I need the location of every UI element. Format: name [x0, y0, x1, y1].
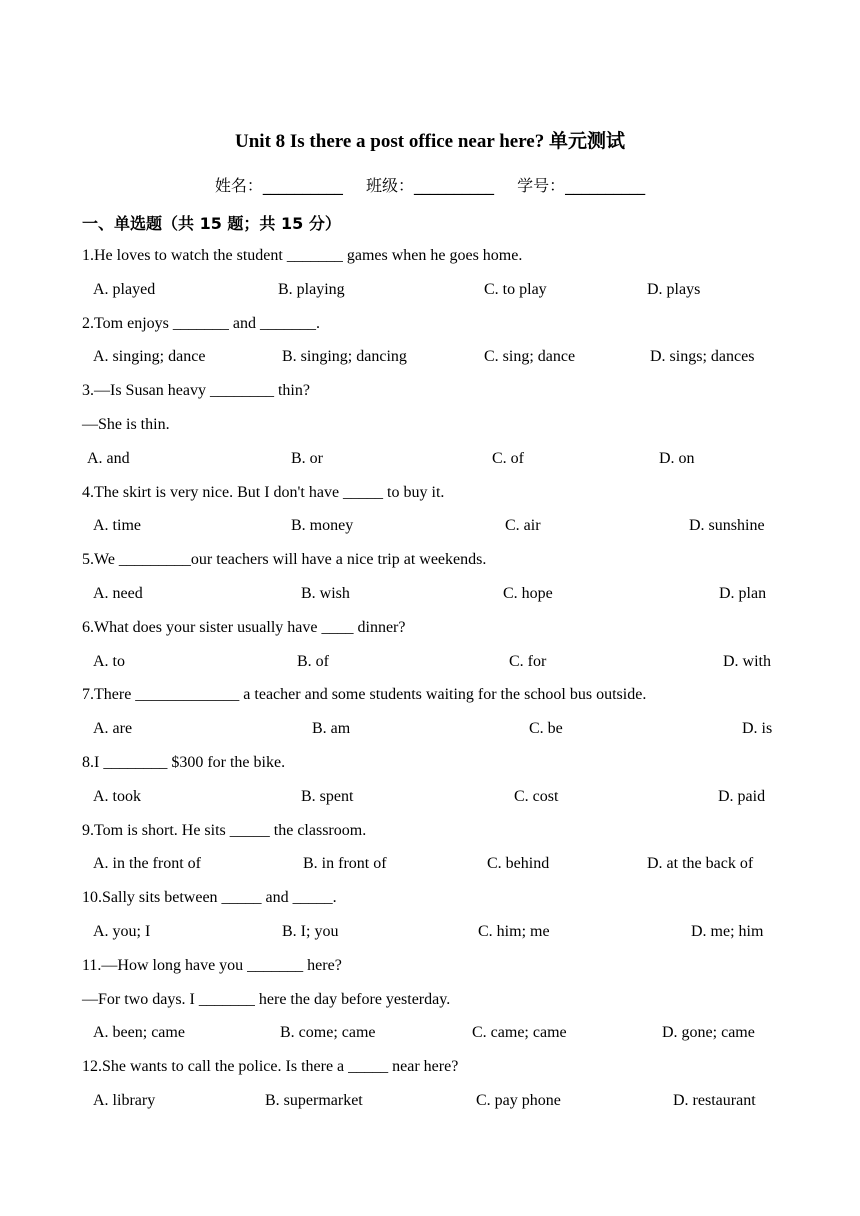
answer-option-c: C. sing; dance: [484, 348, 576, 366]
page-title: Unit 8 Is there a post office near here? 单元测试: [235, 131, 625, 152]
answer-option-d: D. sunshine: [689, 517, 765, 535]
answer-option-d: D. sings; dances: [650, 348, 755, 366]
answer-option-c: C. behind: [487, 855, 550, 873]
question-stem: 8.I ________ $300 for the bike.: [82, 754, 286, 771]
answer-option-d: D. paid: [718, 787, 766, 805]
answer-option-d: D. with: [723, 652, 771, 670]
answer-option-b: B. come; came: [280, 1024, 376, 1042]
answer-option-b: B. am: [312, 720, 351, 738]
answer-option-b: B. spent: [301, 787, 354, 805]
answer-option-c: C. pay phone: [476, 1092, 561, 1109]
class-field-label: 班级：__________: [365, 176, 494, 195]
answer-option-c: C. for: [509, 652, 547, 670]
answer-option-b: B. money: [291, 517, 354, 535]
answer-option-d: D. at the back of: [647, 855, 754, 873]
question-stem: 6.What does your sister usually have ____ dinner?: [82, 618, 406, 636]
answer-option-d: D. plan: [719, 585, 767, 602]
answer-option-b: B. supermarket: [265, 1092, 363, 1109]
question-stem: 12.She wants to call the police. Is there a _____ near here?: [82, 1058, 459, 1076]
question-dialogue-line: —For two days. I _______ here the day before yesterday.: [82, 990, 451, 1008]
answer-option-c: C. to play: [484, 280, 547, 298]
student-id-field-label: 学号：__________: [517, 176, 646, 195]
answer-option-d: D. me; him: [691, 923, 764, 940]
answer-option-c: C. air: [505, 517, 541, 535]
answer-option-a: A. time: [93, 517, 141, 535]
question-stem: 11.—How long have you _______ here?: [82, 956, 342, 974]
question-stem: 5.We _________our teachers will have a nice trip at weekends.: [82, 551, 487, 569]
question-stem: 9.Tom is short. He sits _____ the classroom.: [82, 821, 367, 839]
answer-option-c: C. hope: [503, 585, 553, 602]
answer-option-a: A. singing; dance: [93, 348, 206, 366]
question-dialogue-line: —She is thin.: [82, 416, 170, 433]
answer-option-d: D. on: [659, 449, 695, 467]
section-heading: 一、单选题（共 15 题；共 15 分）: [82, 214, 341, 233]
answer-option-a: A. been; came: [93, 1024, 185, 1042]
answer-option-a: A. and: [87, 449, 130, 467]
question-stem: 2.Tom enjoys _______ and _______.: [82, 314, 320, 332]
answer-option-c: C. cost: [514, 787, 559, 805]
answer-option-a: A. took: [93, 787, 141, 805]
answer-option-d: D. restaurant: [673, 1092, 756, 1109]
answer-option-c: C. came; came: [472, 1024, 567, 1042]
answer-option-a: A. played: [93, 280, 156, 298]
answer-option-a: A. are: [93, 720, 133, 738]
answer-option-a: A. need: [93, 585, 143, 602]
student-info-row: [0, 173, 860, 196]
answer-option-d: D. plays: [647, 280, 701, 298]
answer-option-b: B. wish: [301, 585, 350, 602]
answer-option-c: C. him; me: [478, 923, 550, 940]
answer-option-c: C. be: [529, 720, 563, 738]
name-field-label: 姓名：__________: [214, 176, 343, 195]
answer-option-a: A. to: [93, 652, 125, 670]
answer-option-d: D. is: [742, 720, 773, 738]
answer-option-b: B. playing: [278, 280, 345, 298]
answer-option-b: B. I; you: [282, 923, 339, 940]
answer-option-c: C. of: [492, 449, 524, 467]
answer-option-a: A. in the front of: [93, 855, 201, 873]
question-stem: 10.Sally sits between _____ and _____.: [82, 889, 337, 907]
answer-option-a: A. you; I: [93, 923, 151, 940]
question-stem: 3.—Is Susan heavy ________ thin?: [82, 382, 310, 400]
answer-option-b: B. in front of: [303, 855, 387, 873]
question-stem: 4.The skirt is very nice. But I don't have _____ to buy it.: [82, 483, 445, 501]
answer-option-b: B. or: [291, 449, 323, 467]
answer-option-b: B. singing; dancing: [282, 348, 407, 366]
answer-option-a: A. library: [93, 1092, 156, 1109]
answer-option-d: D. gone; came: [662, 1024, 755, 1042]
answer-option-b: B. of: [297, 652, 329, 670]
question-stem: 7.There _____________ a teacher and some students waiting for the school bus outside.: [82, 686, 647, 704]
question-stem: 1.He loves to watch the student _______ games when he goes home.: [82, 247, 523, 264]
